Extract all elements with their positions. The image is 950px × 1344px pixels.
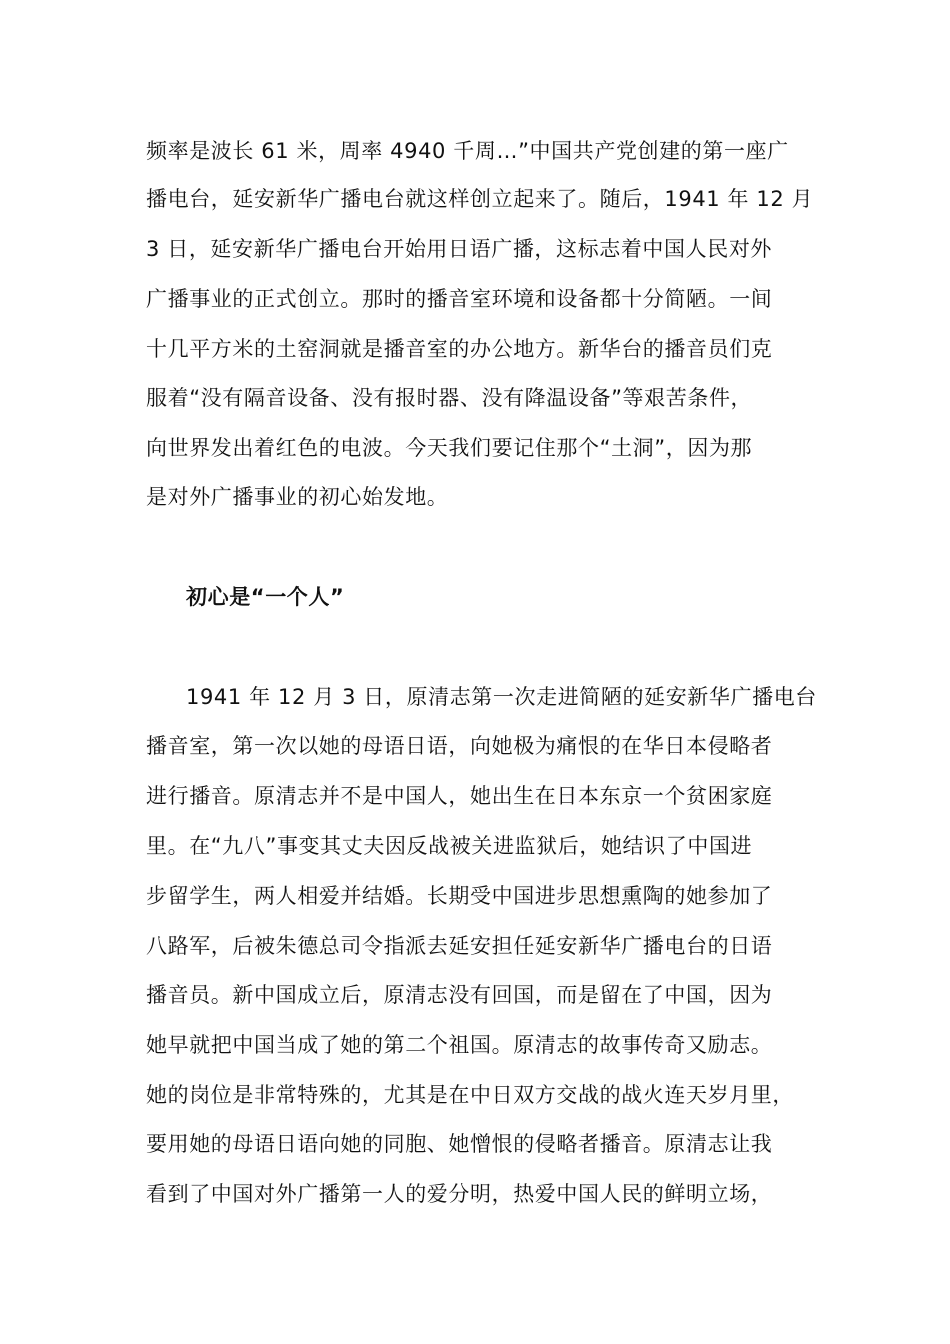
paragraph-2-line-9: 她的岗位是非常特殊的，尤其是在中日双方交战的战火连天岁月里， [146,1083,794,1107]
paragraph-1-line-1: 频率是波长 61 米，周率 4940 千周…”中国共产党创建的第一座广 [146,139,789,163]
paragraph-2-line-2: 播音室，第一次以她的母语日语，向她极为痛恨的在华日本侵略者 [146,734,773,758]
paragraph-2-line-10: 要用她的母语日语向她的同胞、她憎恨的侵略者播音。原清志让我 [146,1132,773,1156]
paragraph-2-line-3: 进行播音。原清志并不是中国人，她出生在日本东京一个贫困家庭 [146,784,773,808]
paragraph-2-line-7: 播音员。新中国成立后，原清志没有回国，而是留在了中国，因为 [146,983,773,1007]
paragraph-2-line-5: 步留学生，两人相爱并结婚。长期受中国进步思想熏陶的她参加了 [146,884,773,908]
section-heading: 初心是“一个人” [186,585,345,609]
paragraph-2-line-4: 里。在“九八”事变其丈夫因反战被关进监狱后，她结识了中国进 [146,834,753,858]
paragraph-2-line-6: 八路军，后被朱德总司令指派去延安担任延安新华广播电台的日语 [146,934,773,958]
paragraph-1-line-4: 广播事业的正式创立。那时的播音室环境和设备都十分简陋。一间 [146,287,773,311]
paragraph-1-line-5: 十几平方米的土窑洞就是播音室的办公地方。新华台的播音员们克 [146,337,773,361]
paragraph-1-line-7: 向世界发出着红色的电波。今天我们要记住那个“土洞”，因为那 [146,436,753,460]
paragraph-2-line-1: 1941 年 12 月 3 日，原清志第一次走进简陋的延安新华广播电台 [186,685,817,709]
paragraph-1-line-3: 3 日，延安新华广播电台开始用日语广播，这标志着中国人民对外 [146,237,773,261]
paragraph-1-line-6: 服着“没有隔音设备、没有报时器、没有降温设备”等艰苦条件， [146,386,753,410]
paragraph-1-line-2: 播电台，延安新华广播电台就这样创立起来了。随后，1941 年 12 月 [146,187,814,211]
paragraph-2-line-8: 她早就把中国当成了她的第二个祖国。原清志的故事传奇又励志。 [146,1033,773,1057]
paragraph-1-line-8: 是对外广播事业的初心始发地。 [146,485,449,509]
paragraph-2-line-11: 看到了中国对外广播第一人的爱分明，热爱中国人民的鲜明立场， [146,1182,773,1206]
